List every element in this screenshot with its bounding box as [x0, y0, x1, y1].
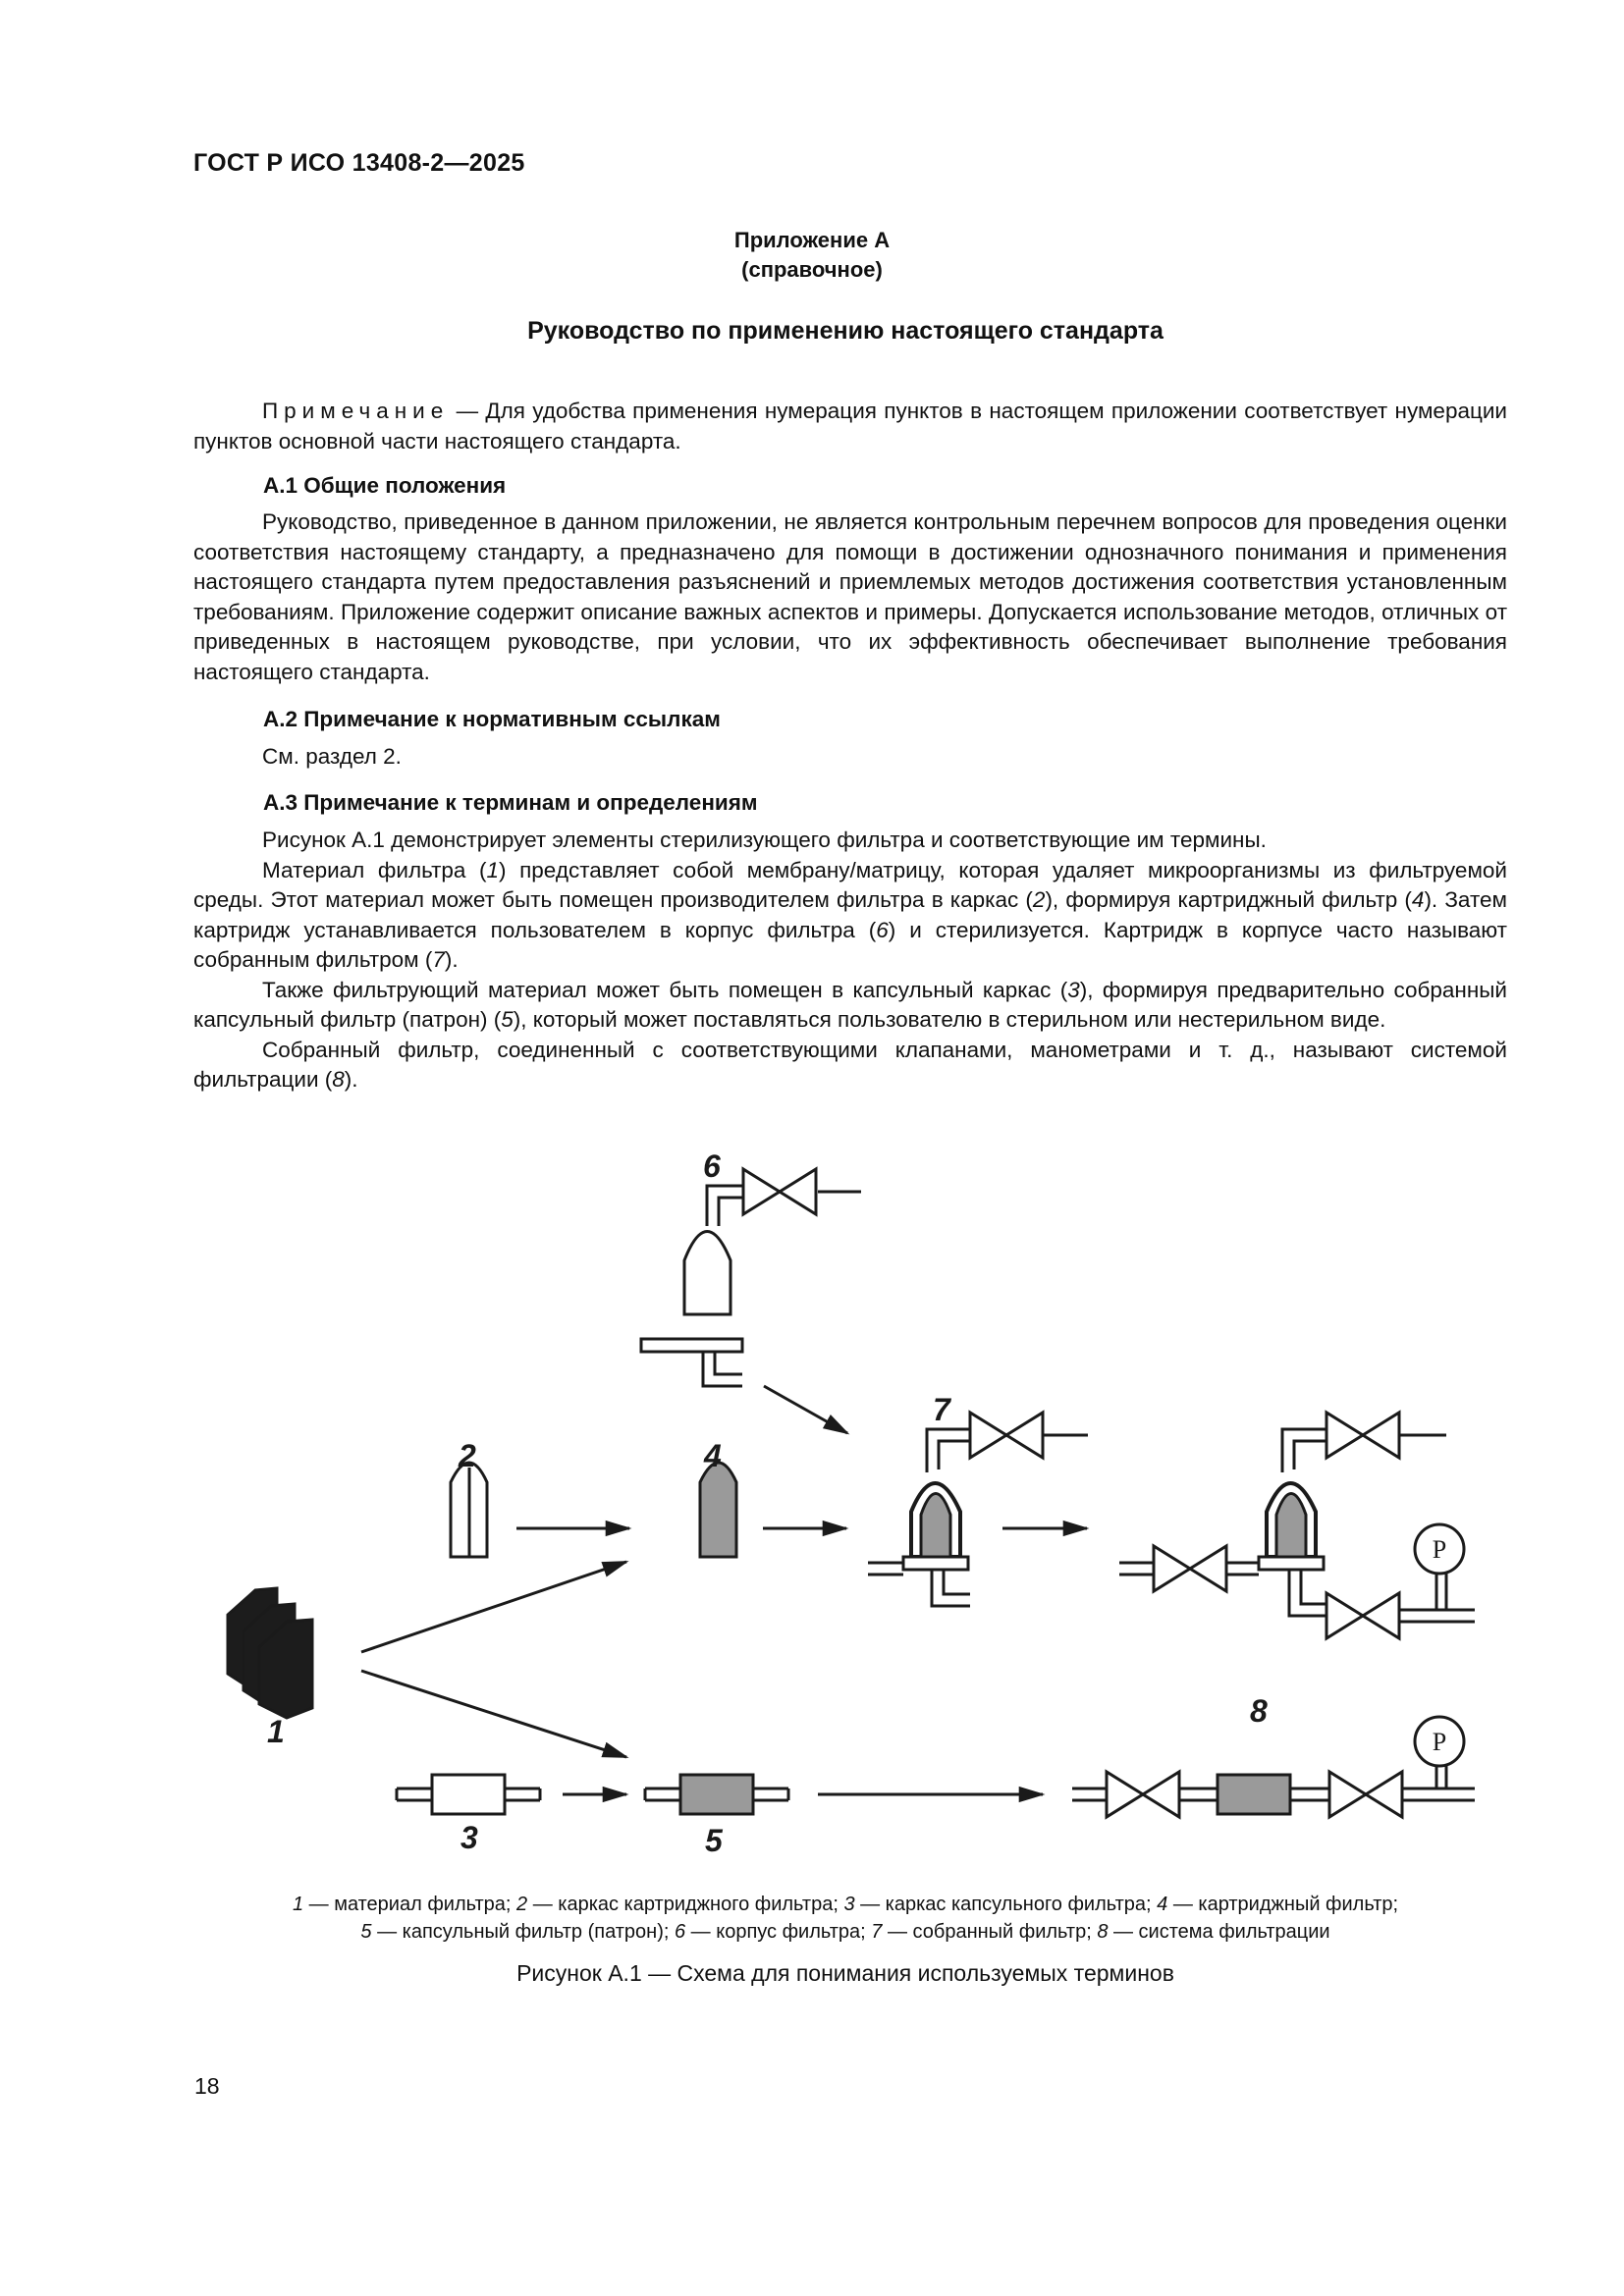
filter-housing-icon	[641, 1186, 861, 1386]
figure-number-5: 5	[705, 1823, 723, 1858]
figure-number-1: 1	[267, 1714, 285, 1749]
cartridge-frame-icon	[451, 1463, 487, 1557]
document-header: ГОСТ Р ИСО 13408-2—2025	[193, 149, 525, 177]
figure-caption: Рисунок А.1 — Схема для понимания используемых терминов	[516, 1960, 1174, 1986]
note-paragraph	[193, 397, 1507, 456]
note-text: — Для удобства применения нумерация пунктов в настоящем приложении соответствует нумерации пунктов основной части настоящего стандарта.	[193, 399, 1507, 454]
filter-material-icon	[228, 1588, 312, 1718]
note-label: Примечание	[262, 399, 450, 423]
figure-legend-line-2: 5 — капсульный фильтр (патрон); 6 — корпус фильтра; 7 — собранный фильтр; 8 — система фильтрации	[360, 1921, 1330, 1943]
arrow-housing-to-assembled	[764, 1386, 847, 1433]
section-heading-a2: А.2 Примечание к нормативным ссылкам	[263, 707, 721, 731]
pressure-gauge-label: P	[1432, 1728, 1447, 1756]
figure-number-8: 8	[1250, 1693, 1268, 1729]
filtration-system-upper	[1119, 1429, 1475, 1622]
figure-legend-line-1: 1 — материал фильтра; 2 — каркас картриджного фильтра; 3 — каркас капсульного фильтра; 4 — картриджный фильтр;	[292, 1894, 1399, 1915]
figure-number-3: 3	[460, 1820, 478, 1855]
section-a3-text-3: Также фильтрующий материал может быть помещен в капсульный каркас (3), формируя предварительно собранный капсульный фильтр (патрон) (5), который может поставляться пользователю в стерильном или нестерильном виде.	[193, 977, 1507, 1032]
arrow-material-to-cartridge	[361, 1562, 626, 1652]
section-a2-text: См. раздел 2.	[262, 744, 402, 769]
section-a1-paragraph	[193, 507, 1507, 687]
figure-number-6: 6	[703, 1148, 721, 1184]
figure-number-7: 7	[933, 1392, 950, 1427]
capsule-filter-icon	[645, 1775, 788, 1814]
cartridge-filter-icon	[700, 1463, 736, 1557]
page-number: 18	[194, 2073, 220, 2099]
section-heading-a1: А.1 Общие положения	[263, 473, 507, 498]
appendix-kind: (справочное)	[741, 257, 883, 282]
arrow-material-to-capsule	[361, 1671, 626, 1757]
section-a3-text-1: Рисунок А.1 демонстрирует элементы стерилизующего фильтра и соответствующие им термины.	[262, 828, 1267, 852]
section-heading-a3: А.3 Примечание к терминам и определениям	[263, 790, 758, 815]
section-a2-paragraph	[193, 742, 1507, 773]
section-a3-body	[193, 826, 1507, 1095]
pressure-gauge-label: P	[1432, 1535, 1447, 1564]
section-a3-text-4: Собранный фильтр, соединенный с соответствующими клапанами, манометрами и т. д., называют системой фильтрации (8).	[193, 1037, 1507, 1092]
appendix-label: Приложение А	[733, 228, 891, 252]
section-a1-text: Руководство, приведенное в данном приложении, не является контрольным перечнем вопросов для проведения оценки соответствия настоящему стандарту, а предназначено для помощи в достижении однозначного понимания и применения настоящего стандарта путем предоставления разъяснений и приемлемых методов достижения соответствия установленным требованиям. Приложение содержит описание важных аспектов и примеры. Допускается использование методов, отличных от приведенных в настоящем руководстве, при условии, что их эффективность обеспечивает выполнение требования настоящего стандарта.	[193, 509, 1507, 684]
assembled-filter-icon	[868, 1429, 1088, 1606]
figure-number-2: 2	[459, 1438, 476, 1473]
figure-number-4: 4	[704, 1438, 722, 1473]
filter-diagram	[193, 1139, 1509, 1865]
capsule-frame-icon	[397, 1775, 540, 1814]
section-a3-text-2: Материал фильтра (1) представляет собой мембрану/матрицу, которая удаляет микроорганизмы из фильтруемой среды. Этот материал может быть помещен производителем фильтра в каркас (2), формируя картриджный фильтр (4). Затем картридж устанавливается пользователем в корпус фильтра (6) и стерилизуется. Картридж в корпусе часто называют собранным фильтром (7).	[193, 857, 1507, 972]
appendix-title: Руководство по применению настоящего стандарта	[527, 317, 1164, 345]
